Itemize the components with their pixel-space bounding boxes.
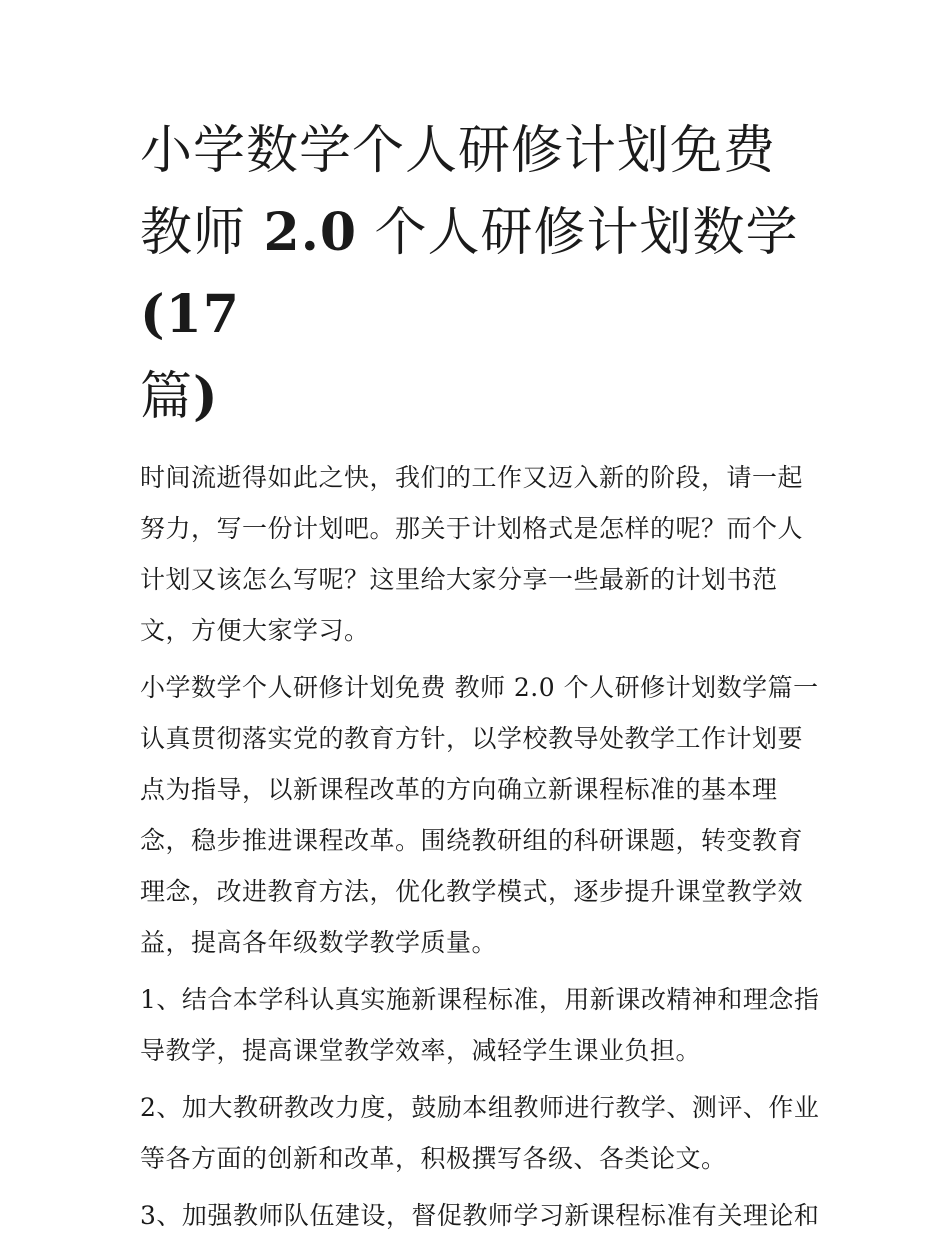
section-heading: 小学数学个人研修计划免费 教师 2.0 个人研修计划数学篇一 — [140, 673, 819, 702]
title-text-3: 篇 — [140, 367, 194, 427]
document-page — [140, 110, 820, 1247]
list-item-3: 3、加强教师队伍建设，督促教师学习新课程标准有关理论和 — [140, 1201, 820, 1230]
intro-paragraph: 时间流逝得如此之快，我们的工作又迈入新的阶段，请一起努力，写一份计划吧。那关于计划格式是怎样的呢？而个人计划又该怎么写呢？这里给大家分享一些最新的计划书范文，方便大家学习。 — [140, 463, 804, 645]
title-count-close: ) — [193, 366, 219, 427]
document-title — [140, 110, 820, 438]
list-item-1: 1、结合本学科认真实施新课程标准，用新课改精神和理念指导教学，提高课堂教学效率，减轻学生课业负担。 — [140, 985, 820, 1065]
body-paragraph: 认真贯彻落实党的教育方针，以学校教导处教学工作计划要点为指导，以新课程改革的方向确立新课程标准的基本理念，稳步推进课程改革。围绕教研组的科研课题，转变教育理念，改进教育方法，优化教学模式，逐步提升课堂教学效益，提高各年级数学教学质量。 — [140, 724, 804, 957]
title-version: 2.0 — [263, 202, 357, 263]
title-text-1: 小学数学个人研修计划免费 教师 — [140, 121, 777, 263]
title-count-open: (17 — [140, 284, 240, 345]
title-text-2: 个人研修计划数学 — [357, 203, 799, 263]
list-item-2: 2、加大教研教改力度，鼓励本组教师进行教学、测评、作业等各方面的创新和改革，积极撰写各级、各类论文。 — [140, 1093, 820, 1173]
